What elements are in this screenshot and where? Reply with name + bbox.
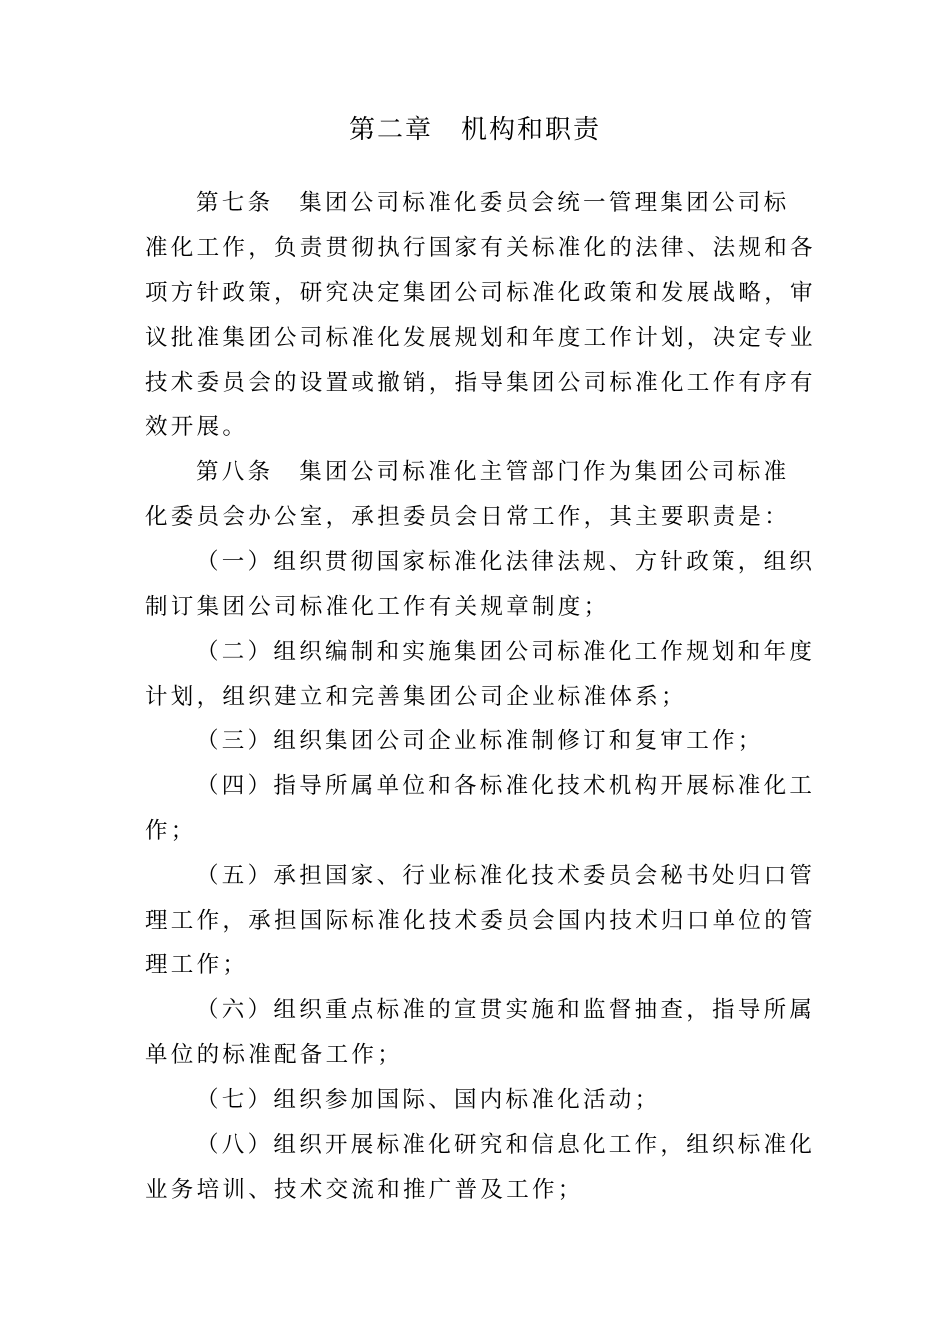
item-8-line-1: （八）组织开展标准化研究和信息化工作，组织标准化 [196,1132,816,1158]
item-5-line-2: 理工作，承担国际标准化技术委员会国内技术归口单位的管 [145,908,816,934]
article-8-line-2: 化委员会办公室，承担委员会日常工作，其主要职责是： [145,504,791,530]
item-5-line-3: 理工作； [145,952,249,978]
article-7-line-3: 项方针政策，研究决定集团公司标准化政策和发展战略，审 [145,280,816,306]
article-7-line-2: 准化工作，负责贯彻执行国家有关标准化的法律、法规和各 [145,235,816,261]
article-7-line-6: 效开展。 [145,414,249,440]
article-7-line-1: 第七条 集团公司标准化委员会统一管理集团公司标 [196,190,790,216]
article-7-line-4: 议批准集团公司标准化发展规划和年度工作计划，决定专业 [145,325,816,351]
item-6-line-1: （六）组织重点标准的宣贯实施和监督抽查，指导所属 [196,997,816,1023]
item-3-line-1: （三）组织集团公司企业标准制修订和复审工作； [196,728,764,754]
item-6-line-2: 单位的标准配备工作； [145,1042,404,1068]
article-8-line-1: 第八条 集团公司标准化主管部门作为集团公司标准 [196,459,790,485]
item-1-line-1: （一）组织贯彻国家标准化法律法规、方针政策，组织 [196,549,816,575]
item-4-line-1: （四）指导所属单位和各标准化技术机构开展标准化工 [196,773,816,799]
item-1-line-2: 制订集团公司标准化工作有关规章制度； [145,594,610,620]
item-2-line-1: （二）组织编制和实施集团公司标准化工作规划和年度 [196,639,816,665]
item-8-line-2: 业务培训、技术交流和推广普及工作； [145,1177,584,1203]
item-4-line-2: 作； [145,818,197,844]
item-2-line-2: 计划，组织建立和完善集团公司企业标准体系； [145,684,687,710]
article-7-line-5: 技术委员会的设置或撤销，指导集团公司标准化工作有序有 [145,370,816,396]
item-5-line-1: （五）承担国家、行业标准化技术委员会秘书处归口管 [196,863,816,889]
chapter-title: 第二章 机构和职责 [348,115,601,145]
item-7-line-1: （七）组织参加国际、国内标准化活动； [196,1087,661,1113]
